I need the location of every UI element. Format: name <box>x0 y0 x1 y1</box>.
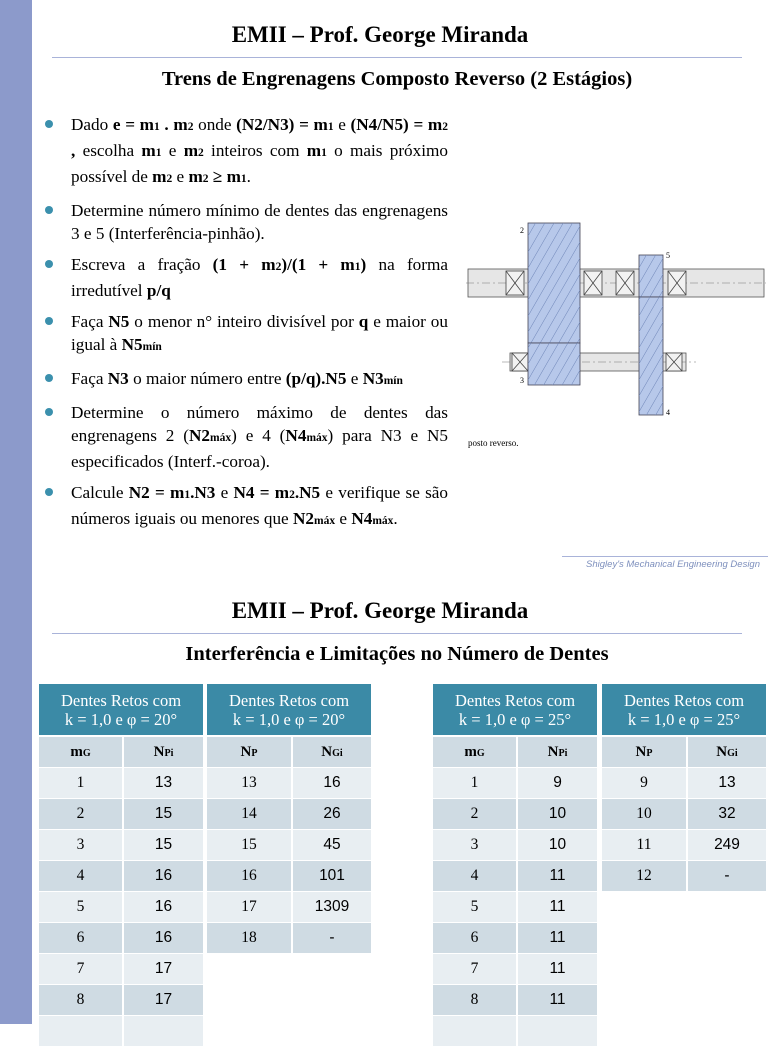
table-row <box>602 861 768 892</box>
table-row <box>433 923 599 954</box>
bullet-icon <box>45 374 53 382</box>
table-row <box>207 799 373 830</box>
table-cell: 26 <box>293 799 373 830</box>
table-cell: 10 <box>518 799 599 830</box>
table-row <box>207 830 373 861</box>
table-row <box>39 830 205 861</box>
table-row <box>433 830 599 861</box>
table-cell: 15 <box>207 830 293 861</box>
teeth-table-2 <box>207 684 373 954</box>
column-header: NP <box>207 737 293 768</box>
slide2-title-rule <box>52 633 742 634</box>
table-row <box>433 799 599 830</box>
table-cell: 11 <box>518 923 599 954</box>
table-row <box>39 985 205 1016</box>
table-header <box>39 684 205 737</box>
bullet-icon <box>45 317 53 325</box>
table-cell: 17 <box>207 892 293 923</box>
table-header-line1: Dentes Retos com <box>60 690 182 710</box>
table-row <box>39 799 205 830</box>
table-header-line1: Dentes Retos com <box>228 690 350 710</box>
column-header: NPi <box>124 737 205 768</box>
teeth-table-4 <box>602 684 768 892</box>
table-row <box>433 985 599 1016</box>
bullet-icon <box>45 206 53 214</box>
table-cell: 6 <box>433 923 518 954</box>
table-cell: 11 <box>518 861 599 892</box>
table-cell: 12 <box>602 861 688 892</box>
table-cell: 1309 <box>293 892 373 923</box>
gear-label-5: 5 <box>666 251 670 260</box>
table-cell: 101 <box>293 861 373 892</box>
table-cell <box>39 1016 124 1047</box>
list-item: Escreva a fração (1 + m2)/(1 + m1) na forma irredutível p/q <box>44 253 448 302</box>
table-cell: 5 <box>433 892 518 923</box>
table-row <box>433 861 599 892</box>
column-header: mG <box>433 737 518 768</box>
table-cell: 4 <box>433 861 518 892</box>
table-cell: 7 <box>39 954 124 985</box>
table-cell: 4 <box>39 861 124 892</box>
table-row <box>39 923 205 954</box>
slide1-title: EMII – Prof. George Miranda <box>231 22 529 47</box>
table-row <box>207 861 373 892</box>
table-row <box>207 892 373 923</box>
figure-caption: posto reverso. <box>468 438 519 448</box>
bullet-icon <box>45 408 53 416</box>
table-cell: 249 <box>688 830 768 861</box>
table-cell: 17 <box>124 954 205 985</box>
table-header-line2: k = 1,0 e φ = 25° <box>458 709 572 729</box>
instruction-list <box>44 113 448 541</box>
table-cell <box>433 1016 518 1047</box>
list-item: Dado e = m1 . m2 onde (N2/N3) = m1 e (N4/N5) = m2 , escolha m1 e m2 inteiros com m1 o mais próximo possível de m2 e m2 ≥ m1. <box>44 113 448 191</box>
bullet-icon <box>45 120 53 128</box>
table-cell: 16 <box>124 892 205 923</box>
table-cell: - <box>293 923 373 954</box>
table-cell: 9 <box>518 768 599 799</box>
table-row <box>207 768 373 799</box>
table-cell: 11 <box>518 892 599 923</box>
table-cell: 3 <box>433 830 518 861</box>
table-cell: 16 <box>124 923 205 954</box>
table-row <box>433 954 599 985</box>
table-cell: 16 <box>293 768 373 799</box>
table-cell: 16 <box>207 861 293 892</box>
slide2-subtitle: Interferência e Limitações no Número de Dentes <box>185 643 609 665</box>
table-cell: 17 <box>124 985 205 1016</box>
table-cell: 8 <box>39 985 124 1016</box>
table-cell: - <box>688 861 768 892</box>
table-cell: 13 <box>688 768 768 799</box>
table-cell: 11 <box>518 954 599 985</box>
table-header <box>207 684 373 737</box>
table-cell: 13 <box>207 768 293 799</box>
table-cell: 16 <box>124 861 205 892</box>
table-cell: 10 <box>518 830 599 861</box>
table-cell: 10 <box>602 799 688 830</box>
table-cell: 6 <box>39 923 124 954</box>
table-cell: 11 <box>518 985 599 1016</box>
table-cell: 5 <box>39 892 124 923</box>
table-cell: 18 <box>207 923 293 954</box>
list-item: Faça N3 o maior número entre (p/q).N5 e N3mín <box>44 367 448 393</box>
teeth-table-1 <box>39 684 205 1047</box>
gear-label-4: 4 <box>666 408 670 417</box>
table-row <box>433 1016 599 1047</box>
slide2-title: EMII – Prof. George Miranda <box>231 598 529 623</box>
table-cell: 14 <box>207 799 293 830</box>
left-sidebar-bar <box>0 0 32 1024</box>
table-cell: 2 <box>433 799 518 830</box>
table-row <box>602 799 768 830</box>
bullet-icon <box>45 260 53 268</box>
list-item: Determine número mínimo de dentes das engrenagens 3 e 5 (Interferência-pinhão). <box>44 199 448 245</box>
column-header: NPi <box>518 737 599 768</box>
table-row <box>39 954 205 985</box>
table-cell: 8 <box>433 985 518 1016</box>
teeth-table-3 <box>433 684 599 1047</box>
table-cell <box>124 1016 205 1047</box>
slide1-title-rule <box>52 57 742 58</box>
gear-label-3: 3 <box>520 376 524 385</box>
table-header-line2: k = 1,0 e φ = 20° <box>232 709 346 729</box>
table-header <box>602 684 768 737</box>
table-cell: 2 <box>39 799 124 830</box>
column-header: NGi <box>293 737 373 768</box>
column-header: NGi <box>688 737 768 768</box>
table-row <box>39 1016 205 1047</box>
compound-reverted-gear-train-figure <box>466 215 766 455</box>
column-header: NP <box>602 737 688 768</box>
figure-credit: Shigley's Mechanical Engineering Design <box>586 559 760 570</box>
table-cell: 7 <box>433 954 518 985</box>
gear-label-2: 2 <box>520 226 524 235</box>
column-header: mG <box>39 737 124 768</box>
table-row <box>39 861 205 892</box>
table-cell: 32 <box>688 799 768 830</box>
table-row <box>602 768 768 799</box>
table-row <box>602 830 768 861</box>
table-header <box>433 684 599 737</box>
table-row <box>433 768 599 799</box>
table-cell: 3 <box>39 830 124 861</box>
table-row <box>39 892 205 923</box>
table-header-line1: Dentes Retos com <box>454 690 576 710</box>
table-cell: 9 <box>602 768 688 799</box>
table-cell <box>518 1016 599 1047</box>
table-cell: 13 <box>124 768 205 799</box>
table-cell: 15 <box>124 830 205 861</box>
table-row <box>39 768 205 799</box>
credit-rule <box>562 556 768 557</box>
bullet-icon <box>45 488 53 496</box>
list-item: Calcule N2 = m1.N3 e N4 = m2.N5 e verifique se são números iguais ou menores que N2máx e N4máx. <box>44 481 448 533</box>
table-header-line2: k = 1,0 e φ = 20° <box>64 709 178 729</box>
table-cell: 11 <box>602 830 688 861</box>
list-item: Faça N5 o menor n° inteiro divisível por q e maior ou igual à N5mín <box>44 310 448 359</box>
table-cell: 1 <box>433 768 518 799</box>
table-cell: 45 <box>293 830 373 861</box>
table-cell: 1 <box>39 768 124 799</box>
table-cell: 15 <box>124 799 205 830</box>
slide1-subtitle: Trens de Engrenagens Composto Reverso (2 Estágios) <box>161 68 633 90</box>
table-header-line1: Dentes Retos com <box>623 690 745 710</box>
table-row <box>433 892 599 923</box>
list-item: Determine o número máximo de dentes das engrenagens 2 (N2máx) e 4 (N4máx) para N3 e N5 especificados (Interf.-coroa). <box>44 401 448 473</box>
table-header-line2: k = 1,0 e φ = 25° <box>627 709 741 729</box>
table-row <box>207 923 373 954</box>
